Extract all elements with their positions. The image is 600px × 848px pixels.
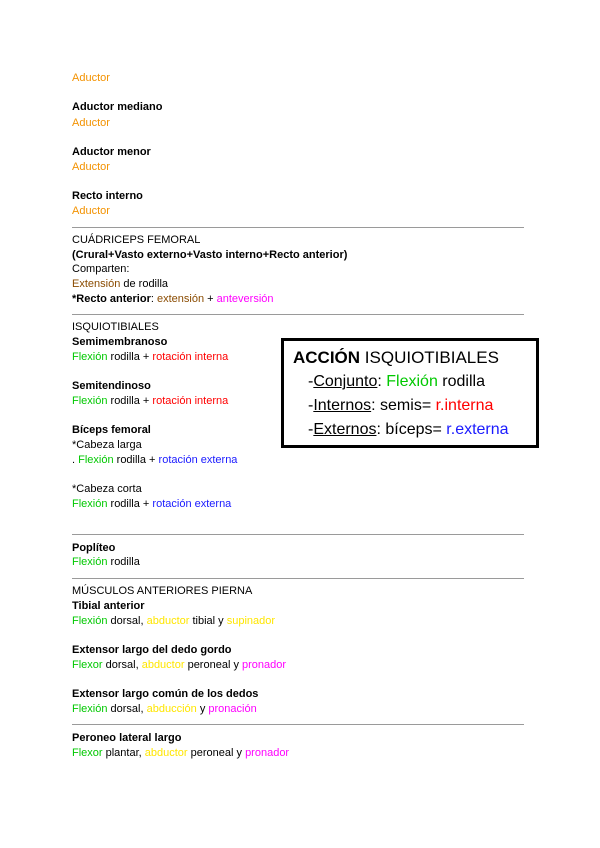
recto-interno-action: Aductor [72, 205, 110, 217]
rotation-term: rotación externa [152, 498, 232, 510]
box-key-conjunto: Conjunto [313, 373, 378, 390]
action-rest: dorsal, [107, 615, 147, 627]
abductor-term: abductor [141, 659, 185, 671]
biceps-femoral-title: Bíceps femoral [72, 424, 151, 436]
action-rest: rodilla + [107, 351, 153, 363]
extensor-largo-dedo-gordo-action [72, 658, 286, 672]
extensor-largo-comun-action [72, 702, 257, 716]
rotation-term: rotación interna [152, 395, 229, 407]
action-rest: tibial y [189, 615, 227, 627]
action-rest: dorsal, [102, 659, 142, 671]
abduccion-term: abducción [146, 703, 197, 715]
aductor-mediano-title: Aductor mediano [72, 101, 163, 113]
action-rest: rodilla + [107, 498, 153, 510]
box-title-bold: ACCIÓN [293, 348, 361, 367]
recto-anterior-sep: : [150, 293, 157, 305]
box-title [293, 348, 499, 368]
biceps-long-head-action [72, 453, 237, 467]
sep: : semis= [371, 397, 436, 414]
box-val-rinterna: r.interna [435, 397, 494, 414]
action-rest: peroneal y [184, 659, 242, 671]
recto-interno-title: Recto interno [72, 190, 143, 202]
extensor-largo-dedo-gordo-title: Extensor largo del dedo gordo [72, 644, 232, 656]
pronacion-term: pronación [208, 703, 257, 715]
abductor-term: abductor [146, 615, 190, 627]
sep: : bíceps= [376, 421, 447, 438]
quadriceps-header: CUÁDRICEPS FEMORAL [72, 234, 201, 246]
dash: - [308, 397, 314, 414]
recto-anterior-label: *Recto anterior [72, 293, 151, 305]
dash: - [308, 373, 314, 390]
box-row-internos [308, 396, 493, 416]
flexion-term: Flexión [72, 498, 108, 510]
quadriceps-share-label: Comparten: [72, 263, 130, 275]
divider [72, 534, 524, 535]
rotation-term: rotación externa [158, 454, 238, 466]
box-row-externos [308, 420, 509, 440]
box-title-rest: ISQUIOTIBIALES [360, 348, 499, 367]
divider [72, 314, 524, 315]
aductor-mediano-action: Aductor [72, 117, 110, 129]
abductor-term: abductor [144, 747, 188, 759]
box-key-externos: Externos [313, 421, 377, 438]
action-rest: dorsal, [107, 703, 147, 715]
flexion-term: Flexión [78, 454, 114, 466]
anteriores-header: MÚSCULOS ANTERIORES PIERNA [72, 585, 253, 597]
action-rest: y [196, 703, 209, 715]
recto-anterior-plus: + [204, 293, 217, 305]
pronador-term: pronador [242, 659, 287, 671]
isquiotibiales-header: ISQUIOTIBIALES [72, 321, 159, 333]
flexion-term: Flexión [72, 395, 108, 407]
popliteo-title: Poplíteo [72, 542, 116, 554]
recto-anterior-anteversion: anteversión [216, 293, 274, 305]
aductor-action: Aductor [72, 72, 110, 84]
dash: - [308, 421, 314, 438]
accion-isquiotibiales-box [281, 338, 539, 448]
extension-rest: de rodilla [120, 278, 169, 290]
flexion-term: Flexión [72, 351, 108, 363]
action-rest: plantar, [102, 747, 145, 759]
flexion-term: Flexión [72, 556, 108, 568]
pronador-term: pronador [245, 747, 290, 759]
quadriceps-extension-line [72, 277, 168, 291]
extension-term: Extensión [72, 278, 121, 290]
peroneo-lateral-largo-action [72, 746, 289, 760]
action-rest: rodilla + [107, 395, 153, 407]
quadriceps-composition: (Crural+Vasto externo+Vasto interno+Recto anterior) [72, 249, 348, 261]
recto-anterior-extension: extensión [156, 293, 205, 305]
semitendinoso-action [72, 394, 228, 408]
supinador-term: supinador [226, 615, 276, 627]
aductor-menor-action: Aductor [72, 161, 110, 173]
flexion-term: Flexión [72, 615, 108, 627]
biceps-short-head-label: *Cabeza corta [72, 483, 142, 495]
divider [72, 578, 524, 579]
bullet-dot: . [72, 454, 79, 466]
biceps-long-head-label: *Cabeza larga [72, 439, 142, 451]
divider [72, 724, 524, 725]
flexor-term: Flexor [72, 659, 103, 671]
tibial-anterior-action [72, 614, 275, 628]
action-rest: peroneal y [187, 747, 246, 759]
rotation-term: rotación interna [152, 351, 229, 363]
recto-anterior-line [72, 292, 274, 306]
semitendinoso-title: Semitendinoso [72, 380, 151, 392]
box-key-internos: Internos [313, 397, 372, 414]
tibial-anterior-title: Tibial anterior [72, 600, 145, 612]
semimembranoso-title: Semimembranoso [72, 336, 168, 348]
popliteo-action [72, 555, 140, 569]
extensor-largo-comun-title: Extensor largo común de los dedos [72, 688, 259, 700]
peroneo-lateral-largo-title: Peroneo lateral largo [72, 732, 182, 744]
flexor-term: Flexor [72, 747, 103, 759]
aductor-menor-title: Aductor menor [72, 146, 151, 158]
biceps-short-head-action [72, 497, 231, 511]
divider [72, 227, 524, 228]
sep: : [377, 373, 387, 390]
box-row-conjunto [308, 372, 485, 392]
flexion-term: Flexión [72, 703, 108, 715]
box-val-flexion: Flexión [386, 373, 438, 390]
semimembranoso-action [72, 350, 228, 364]
action-rest: rodilla [107, 556, 140, 568]
action-rest: rodilla + [113, 454, 159, 466]
box-rest: rodilla [437, 373, 485, 390]
box-val-rexterna: r.externa [446, 421, 509, 438]
